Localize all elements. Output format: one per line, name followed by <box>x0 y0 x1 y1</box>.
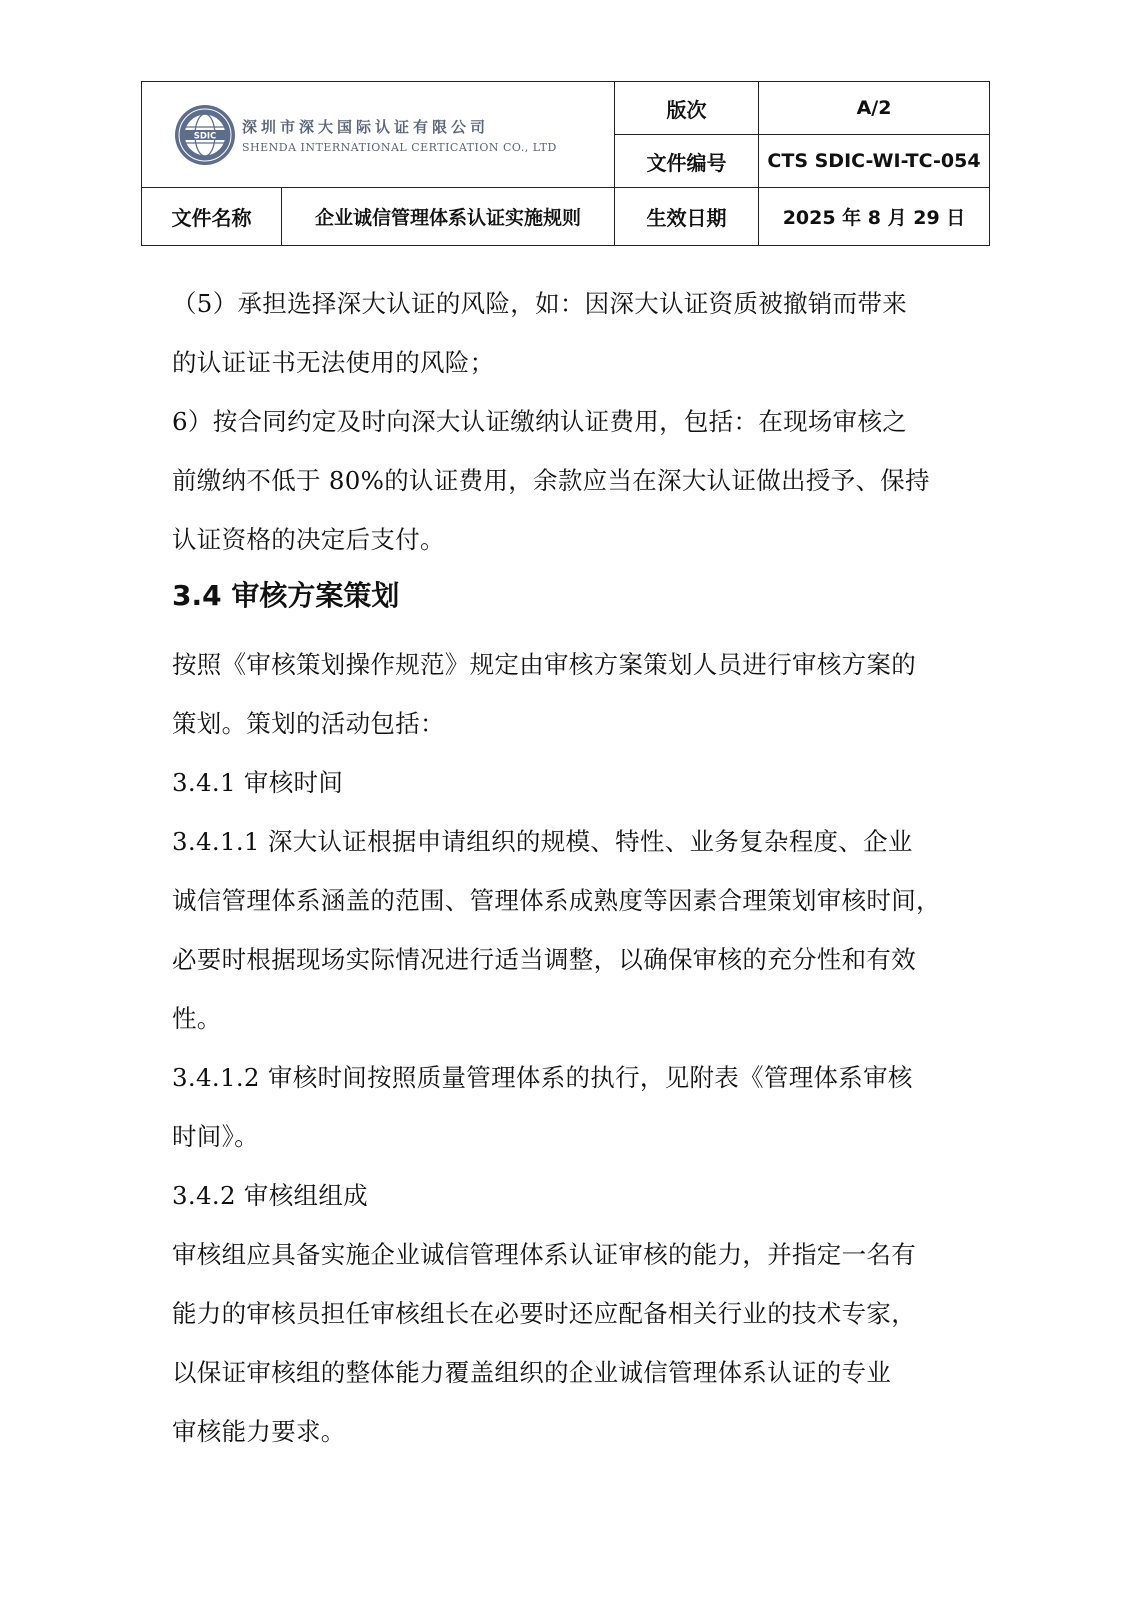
body-line: 必要时根据现场实际情况进行适当调整，以确保审核的充分性和有效 <box>172 945 916 974</box>
company-name-en: SHENDA INTERNATIONAL CERTICATION CO., LTD <box>242 140 557 154</box>
body-line: 6）按合同约定及时向深大认证缴纳认证费用，包括：在现场审核之 <box>172 407 908 436</box>
body-line: 按照《审核策划操作规范》规定由审核方案策划人员进行审核方案的 <box>172 650 916 679</box>
effective-date-value: 2025 年 8 月 29 日 <box>759 188 990 246</box>
body-line: 审核组应具备实施企业诚信管理体系认证审核的能力，并指定一名有 <box>172 1240 916 1269</box>
company-name-cn: 深圳市深大国际认证有限公司 <box>242 117 490 136</box>
body-line: 的认证证书无法使用的风险； <box>172 348 495 377</box>
version-value: A/2 <box>759 82 990 135</box>
doc-name-value: 企业诚信管理体系认证实施规则 <box>282 188 615 246</box>
version-label: 版次 <box>615 82 759 135</box>
company-logo-icon <box>174 104 236 166</box>
section-heading: 3.4 审核方案策划 <box>172 579 400 612</box>
effective-date-label: 生效日期 <box>615 188 759 246</box>
document-body <box>172 274 972 1461</box>
svg-text:SDIC: SDIC <box>193 131 217 141</box>
subsection-title: 3.4.1 审核时间 <box>172 768 344 797</box>
body-line: 能力的审核员担任审核组长在必要时还应配备相关行业的技术专家， <box>172 1299 916 1328</box>
subsection-title: 3.4.2 审核组组成 <box>172 1181 368 1210</box>
body-line: 策划。策划的活动包括： <box>172 709 445 738</box>
body-line: 3.4.1.2 审核时间按照质量管理体系的执行，见附表《管理体系审核 <box>172 1063 913 1092</box>
body-line: 性。 <box>172 1004 222 1033</box>
body-line: （5）承担选择深大认证的风险，如：因深大认证资质被撤销而带来 <box>172 289 908 318</box>
body-line: 审核能力要求。 <box>172 1417 346 1446</box>
body-line: 诚信管理体系涵盖的范围、管理体系成熟度等因素合理策划审核时间， <box>172 886 941 915</box>
body-line: 3.4.1.1 深大认证根据申请组织的规模、特性、业务复杂程度、企业 <box>172 827 913 856</box>
company-logo-cell <box>142 82 615 188</box>
document-header-table <box>141 81 990 246</box>
doc-number-value: CTS SDIC-WI-TC-054 <box>759 135 990 188</box>
body-line: 以保证审核组的整体能力覆盖组织的企业诚信管理体系认证的专业 <box>172 1358 892 1387</box>
body-line: 时间》。 <box>172 1122 259 1151</box>
doc-name-label: 文件名称 <box>142 188 282 246</box>
body-line: 认证资格的决定后支付。 <box>172 525 445 554</box>
doc-number-label: 文件编号 <box>615 135 759 188</box>
body-line: 前缴纳不低于 80%的认证费用，余款应当在深大认证做出授予、保持 <box>172 466 930 495</box>
